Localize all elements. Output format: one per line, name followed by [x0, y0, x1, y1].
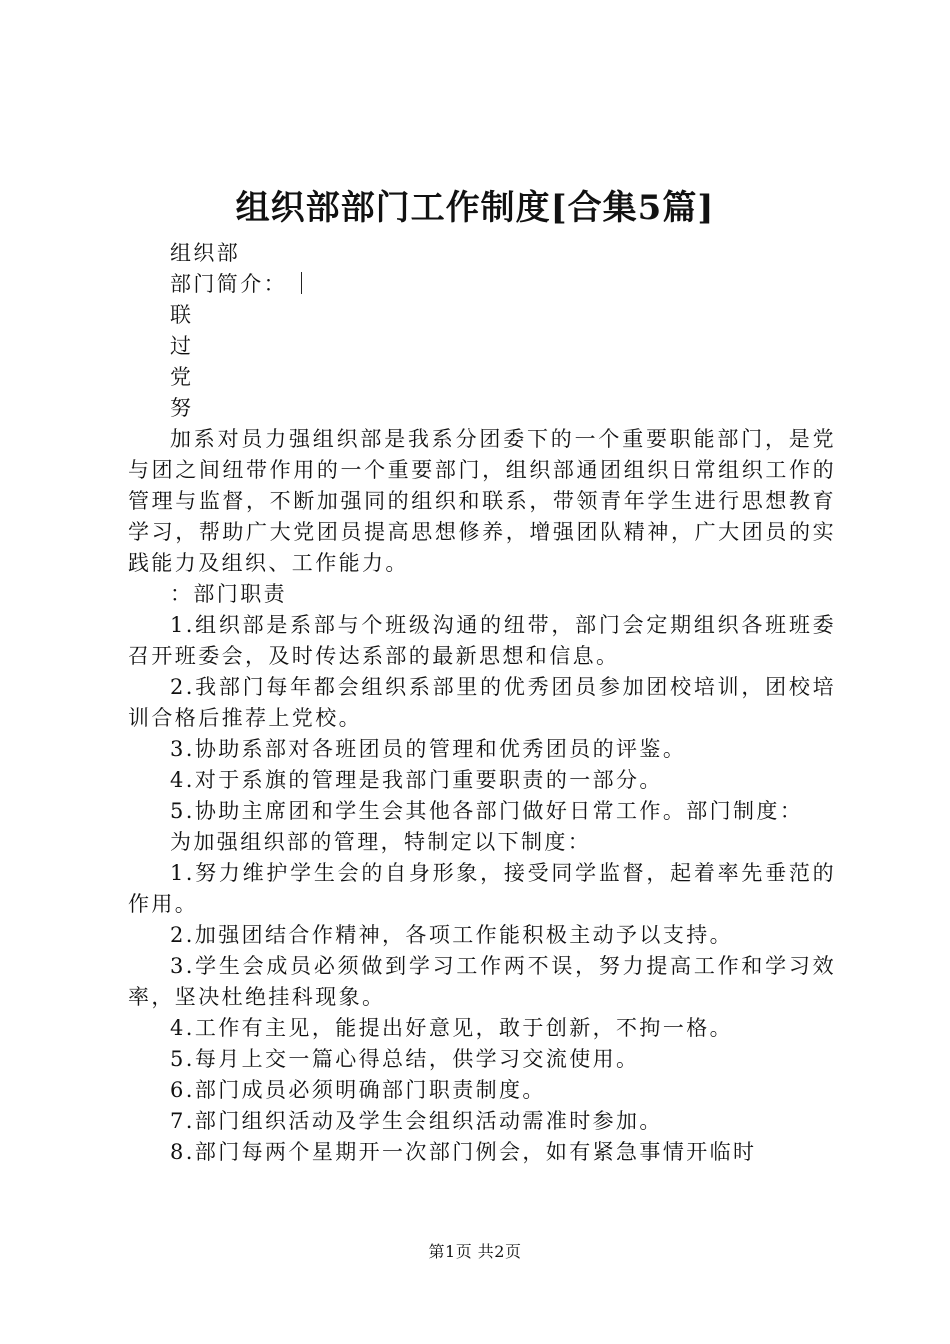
paragraph: 4.工作有主见，能提出好意见，敢于创新，不拘一格。: [170, 1016, 734, 1040]
paragraph: 7.部门组织活动及学生会组织活动需准时参加。: [170, 1109, 663, 1133]
paragraph: ：部门职责: [170, 582, 287, 606]
document-title: 组织部部门工作制度[合集5篇]: [235, 188, 715, 228]
paragraph-text: 部门简介：: [170, 272, 287, 296]
paragraph: 加系对员力强组织部是我系分团委下的一个重要职能部门，是党与团之间纽带作用的一个重要部门，组织部通团组织日常组织工作的管理与监督，不断加强同的组织和联系，带领青年学生进行思想教育学习，帮助广大党团员提高思想修养，增强团队精神，广大团员的实践能力及组织、工作能力。: [128, 427, 836, 575]
paragraph: 4.对于系旗的管理是我部门重要职责的一部分。: [170, 768, 663, 792]
paragraph: 5.协助主席团和学生会其他各部门做好日常工作。部门制度：: [170, 799, 804, 823]
paragraph: 为加强组织部的管理，特制定以下制度：: [170, 830, 592, 854]
paragraph: 3.协助系部对各班团员的管理和优秀团员的评鉴。: [170, 737, 687, 761]
paragraph-intro-heading: [128, 269, 836, 300]
paragraph: 联: [170, 303, 194, 327]
paragraph: 过: [170, 334, 194, 358]
paragraph: 2.我部门每年都会组织系部里的优秀团员参加团校培训，团校培训合格后推荐上党校。: [128, 675, 836, 730]
paragraph: 组织部: [170, 241, 241, 265]
paragraph: 6.部门成员必须明确部门职责制度。: [170, 1078, 546, 1102]
paragraph: 党: [170, 365, 194, 389]
paragraph: 8.部门每两个星期开一次部门例会，如有紧急事情开临时: [170, 1140, 757, 1164]
paragraph: 3.学生会成员必须做到学习工作两不误，努力提高工作和学习效率，坚决杜绝挂科现象。: [128, 954, 836, 1009]
paragraph: 1.组织部是系部与个班级沟通的纽带，部门会定期组织各班班委召开班委会，及时传达系部的最新思想和信息。: [128, 613, 836, 668]
text-cursor-mark: [301, 272, 302, 294]
paragraph: 5.每月上交一篇心得总结，供学习交流使用。: [170, 1047, 640, 1071]
page-footer: 第1页 共2页: [428, 1242, 522, 1261]
document-body: [128, 238, 836, 1168]
paragraph: 努: [170, 396, 194, 420]
paragraph: 1.努力维护学生会的自身形象，接受同学监督，起着率先垂范的作用。: [128, 861, 836, 916]
paragraph: 2.加强团结合作精神，各项工作能积极主动予以支持。: [170, 923, 734, 947]
